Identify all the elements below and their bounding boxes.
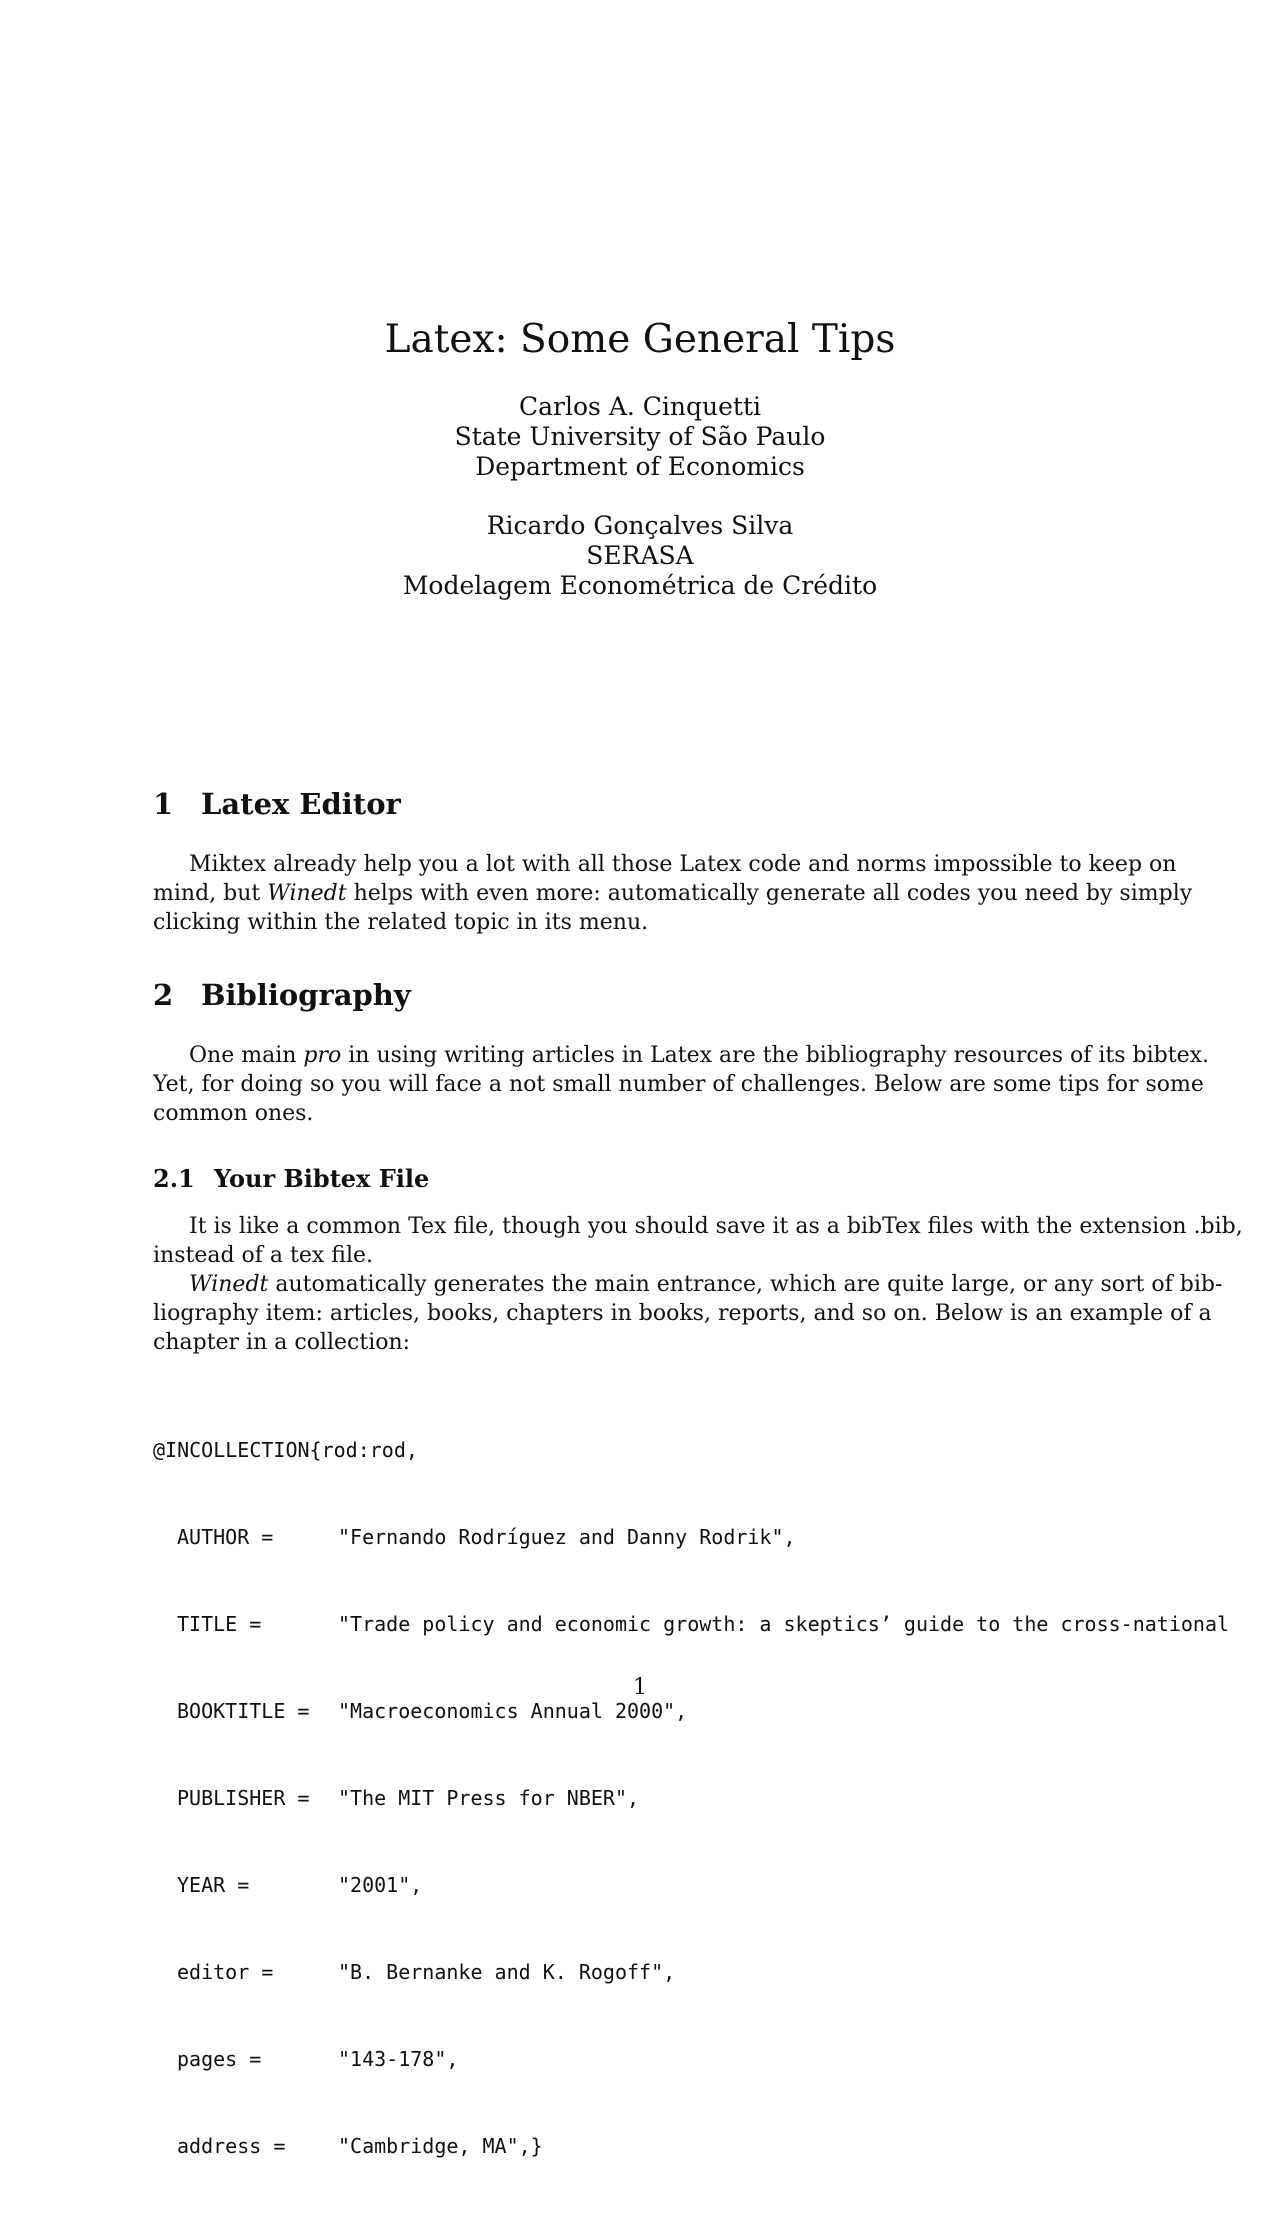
section-title: Latex Editor [201,787,401,821]
code-line [153,1871,1229,1900]
emphasis-pro: pro [303,1043,342,1068]
text-line [153,1270,1223,1299]
code-line [153,1958,1229,1987]
subsection-number: 2.1 [153,1164,195,1193]
emphasis-winedt: Winedt [267,881,347,906]
section-number: 1 [153,787,174,821]
code-line [153,1523,1229,1552]
code-key: BOOKTITLE = [177,1699,310,1723]
text-run: automatically generates the main entrance, which are quite large, or any sort of bib- [268,1272,1223,1297]
code-value: "Macroeconomics Annual 2000", [338,1699,688,1723]
subsection-title: Your Bibtex File [214,1164,430,1193]
author-affiliation: SERASA [586,541,694,570]
code-value: "2001", [338,1873,423,1897]
code-key: TITLE = [177,1612,262,1636]
text-line: clicking within the related topic in its menu. [153,910,649,935]
text-line: It is like a common Tex file, though you should save it as a bibTex files with the extension .bib, [189,1214,1243,1239]
paragraph-bibtex-file-1 [153,1212,1243,1270]
section-title: Bibliography [201,978,411,1012]
text-run: helps with even more: automatically generate all codes you need by simply [346,881,1193,906]
code-value: "143-178", [338,2047,459,2071]
text-line: instead of a tex file. [153,1243,374,1268]
text-line [153,879,1193,908]
text-run: mind, but [153,881,268,906]
page-title: Latex: Some General Tips [384,317,896,362]
code-key: address = [177,2134,286,2158]
code-value: "Trade policy and economic growth: a skeptics’ guide to the cross-national [338,1612,1230,1636]
code-value: "Fernando Rodríguez and Danny Rodrik", [338,1525,796,1549]
section-number: 2 [153,978,174,1012]
author-name: Ricardo Gonçalves Silva [486,511,794,540]
author-affiliation: State University of São Paulo [454,422,826,451]
text-line: chapter in a collection: [153,1330,411,1355]
text-line [153,1041,1210,1070]
page-number: 1 [633,1675,647,1700]
code-line [153,1610,1229,1639]
code-value: "B. Bernanke and K. Rogoff", [338,1960,676,1984]
author-block-2 [0,511,1280,601]
code-key: pages = [177,2047,262,2071]
text-line: liography item: articles, books, chapters in books, reports, and so on. Below is an example of a [153,1301,1212,1326]
author-affiliation: Modelagem Econométrica de Crédito [402,571,878,600]
text-line: common ones. [153,1101,314,1126]
paragraph-bibliography [153,1041,1210,1128]
text-line: Miktex already help you a lot with all those Latex code and norms impossible to keep on [189,852,1177,877]
code-value: "The MIT Press for NBER", [338,1786,640,1810]
code-line [153,2132,1229,2161]
paragraph-bibtex-file-2 [153,1270,1223,1357]
paragraph-latex-editor [153,850,1193,937]
code-key: YEAR = [177,1873,250,1897]
text-run: One main [189,1043,304,1068]
emphasis-winedt: Winedt [189,1272,269,1297]
code-line [153,2045,1229,2074]
subsection-heading-bibtex-file [153,1164,429,1194]
code-key: AUTHOR = [177,1525,274,1549]
bibtex-code-listing [153,1378,1229,2219]
code-key: editor = [177,1960,274,1984]
code-line [153,1784,1229,1813]
code-value: "Cambridge, MA",} [338,2134,543,2158]
code-key: PUBLISHER = [177,1786,310,1810]
section-heading-latex-editor [153,786,401,822]
section-heading-bibliography [153,977,411,1013]
text-line: Yet, for doing so you will face a not small number of challenges. Below are some tips for some [153,1072,1204,1097]
author-block-1 [0,392,1280,482]
author-affiliation: Department of Economics [475,452,805,481]
code-line: @INCOLLECTION{rod:rod, [153,1438,418,1462]
text-run: in using writing articles in Latex are the bibliography resources of its bibtex. [341,1043,1210,1068]
author-name: Carlos A. Cinquetti [519,392,761,421]
